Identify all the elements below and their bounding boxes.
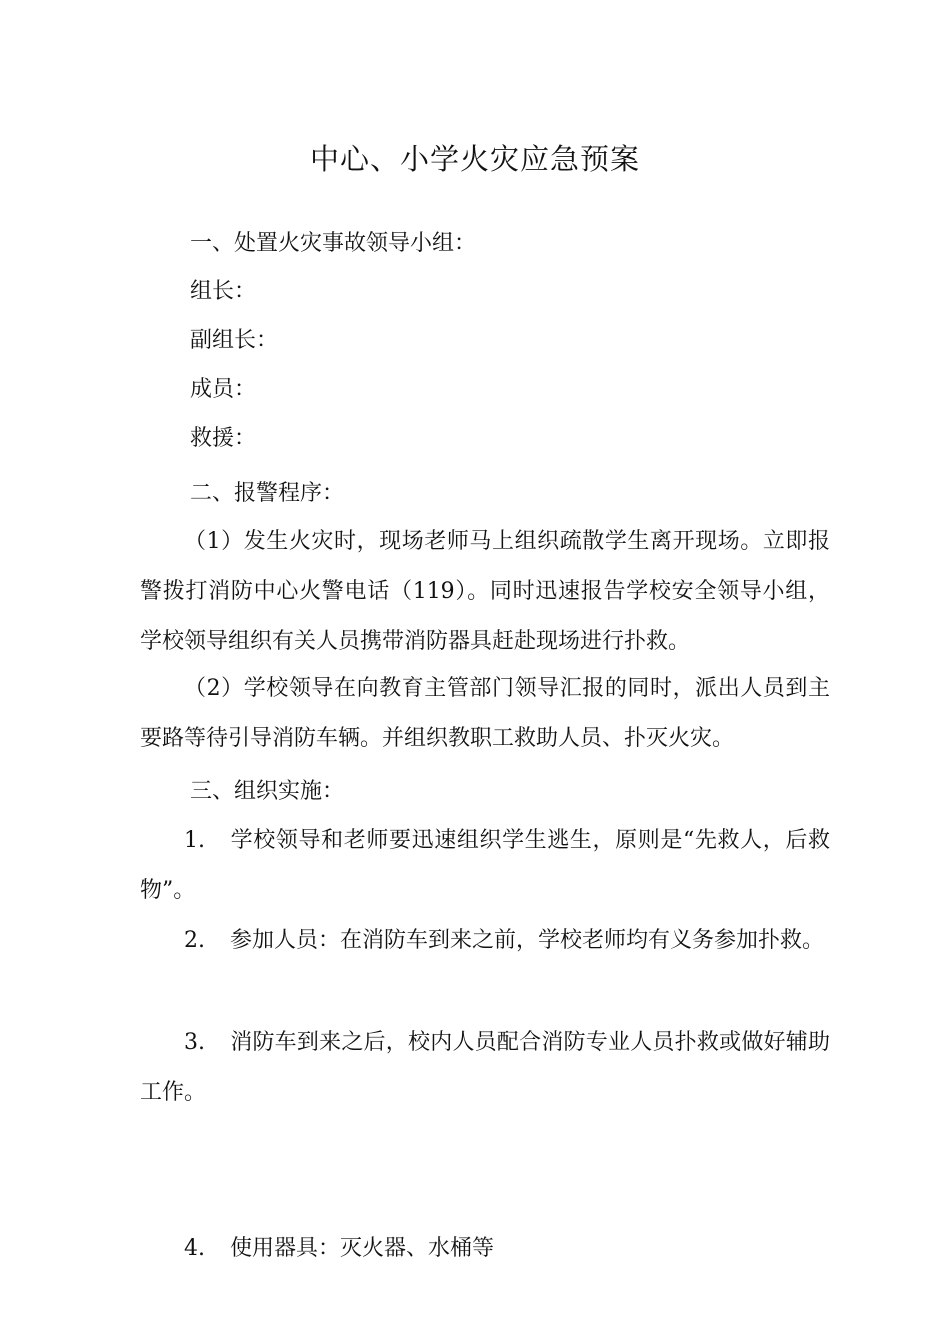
list-item-number: 4. — [184, 1236, 205, 1261]
list-item-text: 使用器具：灭火器、水桶等 — [230, 1236, 495, 1261]
section1-heading: 一、处置火灾事故领导小组： — [190, 231, 477, 256]
rescue-label: 救援： — [190, 426, 257, 451]
list-item — [140, 1224, 830, 1274]
list-item-text: 参加人员：在消防车到来之前，学校老师均有义务参加扑救。 — [230, 928, 825, 953]
list-item-text: 消防车到来之后，校内人员配合消防专业人员扑救或做好辅助工作。 — [140, 1030, 830, 1105]
members-label: 成员： — [190, 377, 257, 402]
alarm-procedure-paragraph-1: （1）发生火灾时，现场老师马上组织疏散学生离开现场。立即报警拨打消防中心火警电话（119）。同时迅速报告学校安全领导小组，学校领导组织有关人员携带消防器具赶赴现场进行扑救。 — [140, 529, 830, 654]
section3-heading: 三、组织实施： — [190, 779, 345, 804]
list-item — [140, 1018, 830, 1118]
leader-label: 组长： — [190, 279, 257, 304]
document-title: 中心、小学火灾应急预案 — [309, 142, 640, 176]
list-item-number: 3. — [184, 1030, 205, 1055]
alarm-procedure-paragraph-2: （2）学校领导在向教育主管部门领导汇报的同时，派出人员到主要路等待引导消防车辆。并组织教职工救助人员、扑灭火灾。 — [140, 676, 830, 751]
list-item-number: 1. — [184, 828, 205, 853]
section2-heading: 二、报警程序： — [190, 481, 345, 506]
list-item-text: 学校领导和老师要迅速组织学生逃生，原则是“先救人，后救物”。 — [140, 828, 830, 903]
list-item — [140, 816, 830, 916]
deputy-leader-label: 副组长： — [190, 328, 279, 353]
list-item-number: 2. — [184, 928, 205, 953]
list-item — [140, 916, 830, 966]
